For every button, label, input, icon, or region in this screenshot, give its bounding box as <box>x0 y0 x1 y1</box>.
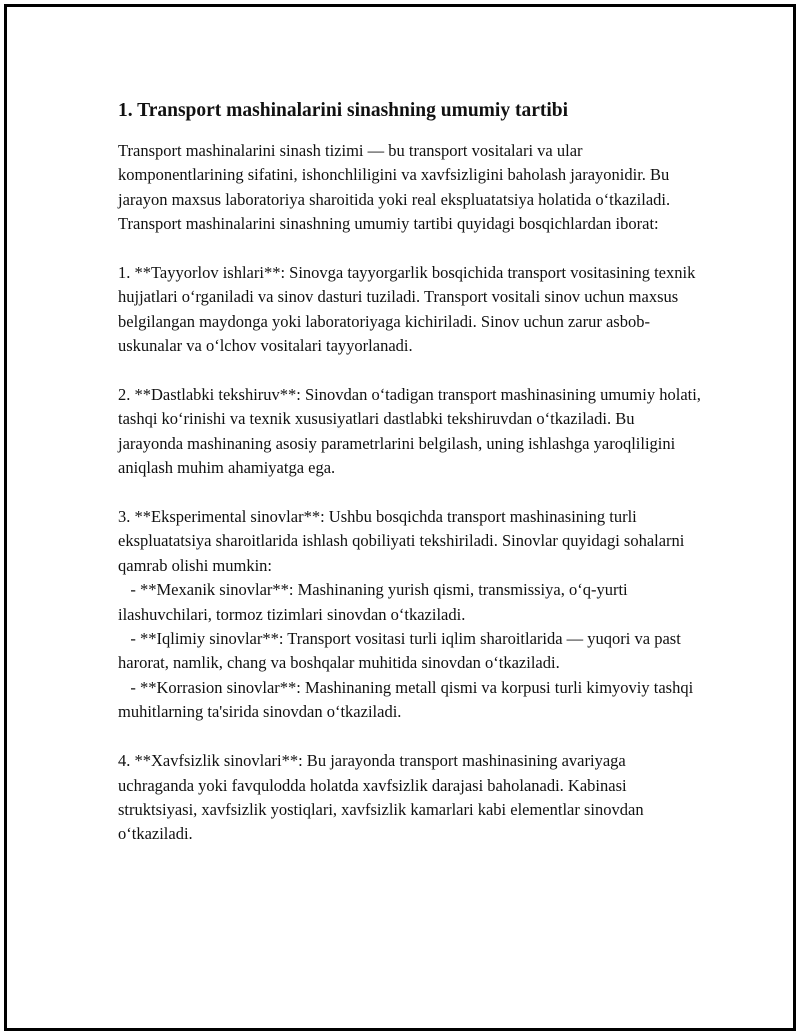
step-1-paragraph: 1. **Tayyorlov ishlari**: Sinovga tayyorgarlik bosqichida transport vositasining texnik hujjatlari oʻrganiladi va sinov dasturi tuziladi. Transport vositali sinov uchun maxsus belgilangan maydonga yoki laboratoriyaga kichiriladi. Sinov uchun zarur asbob-uskunalar va oʻlchov vositalari tayyorlanadi. <box>118 263 700 356</box>
document-title: 1. Transport mashinalarini sinashning umumiy tartibi <box>118 100 569 121</box>
document-body <box>118 97 706 847</box>
page-frame <box>4 4 796 1031</box>
intro-paragraph: Transport mashinalarini sinash tizimi — bu transport vositalari va ular komponentlarining sifatini, ishonchliligini va xavfsizligini baholash jarayonidir. Bu jarayon maxsus laboratoriya sharoitida yoki real ekspluatatsiya holatida oʻtkaziladi. Transport mashinalarini sinashning umumiy tartibi quyidagi bosqichlardan iborat: <box>118 141 674 234</box>
paragraph-gap <box>118 725 703 749</box>
step-4-paragraph: 4. **Xavfsizlik sinovlari**: Bu jarayonda transport mashinasining avariyaga uchraganda yoki favqulodda holatda xavfsizlik darajasi baholanadi. Kabinasi struktsiyasi, xavfsizlik yostiqlari, xavfsizlik kamarlari kabi elementlar sinovdan oʻtkaziladi. <box>118 751 648 844</box>
paragraph-gap <box>118 359 703 383</box>
paragraph-gap <box>118 237 703 261</box>
step-3-subitem-mechanical: - **Mexanik sinovlar**: Mashinaning yurish qismi, transmissiya, oʻq-yurti ilashuvchilari, tormoz tizimlari sinovdan oʻtkaziladi. <box>118 580 632 624</box>
step-3-subitem-climate: - **Iqlimiy sinovlar**: Transport vositasi turli iqlim sharoitlarida — yuqori va past harorat, namlik, chang va boshqalar muhitida sinovdan oʻtkaziladi. <box>118 629 685 673</box>
step-3-paragraph: 3. **Eksperimental sinovlar**: Ushbu bosqichda transport mashinasining turli ekspluatatsiya sharoitlarida ishlash qobiliyati tekshiriladi. Sinovlar quyidagi sohalarni qamrab olishi mumkin: <box>118 507 689 575</box>
step-2-paragraph: 2. **Dastlabki tekshiruv**: Sinovdan oʻtadigan transport mashinasining umumiy holati, tashqi koʻrinishi va texnik xususiyatlari dastlabki tekshiruvdan oʻtkaziladi. Bu jarayonda mashinaning asosiy parametrlarini belgilash, uning ishlashga yaroqliligini aniqlash muhim ahamiyatga ega. <box>118 385 706 478</box>
step-3-subitem-corrosion: - **Korrasion sinovlar**: Mashinaning metall qismi va korpusi turli kimyoviy tashqi muhitlarning ta'sirida sinovdan oʻtkaziladi. <box>118 677 698 722</box>
paragraph-gap <box>118 481 703 505</box>
